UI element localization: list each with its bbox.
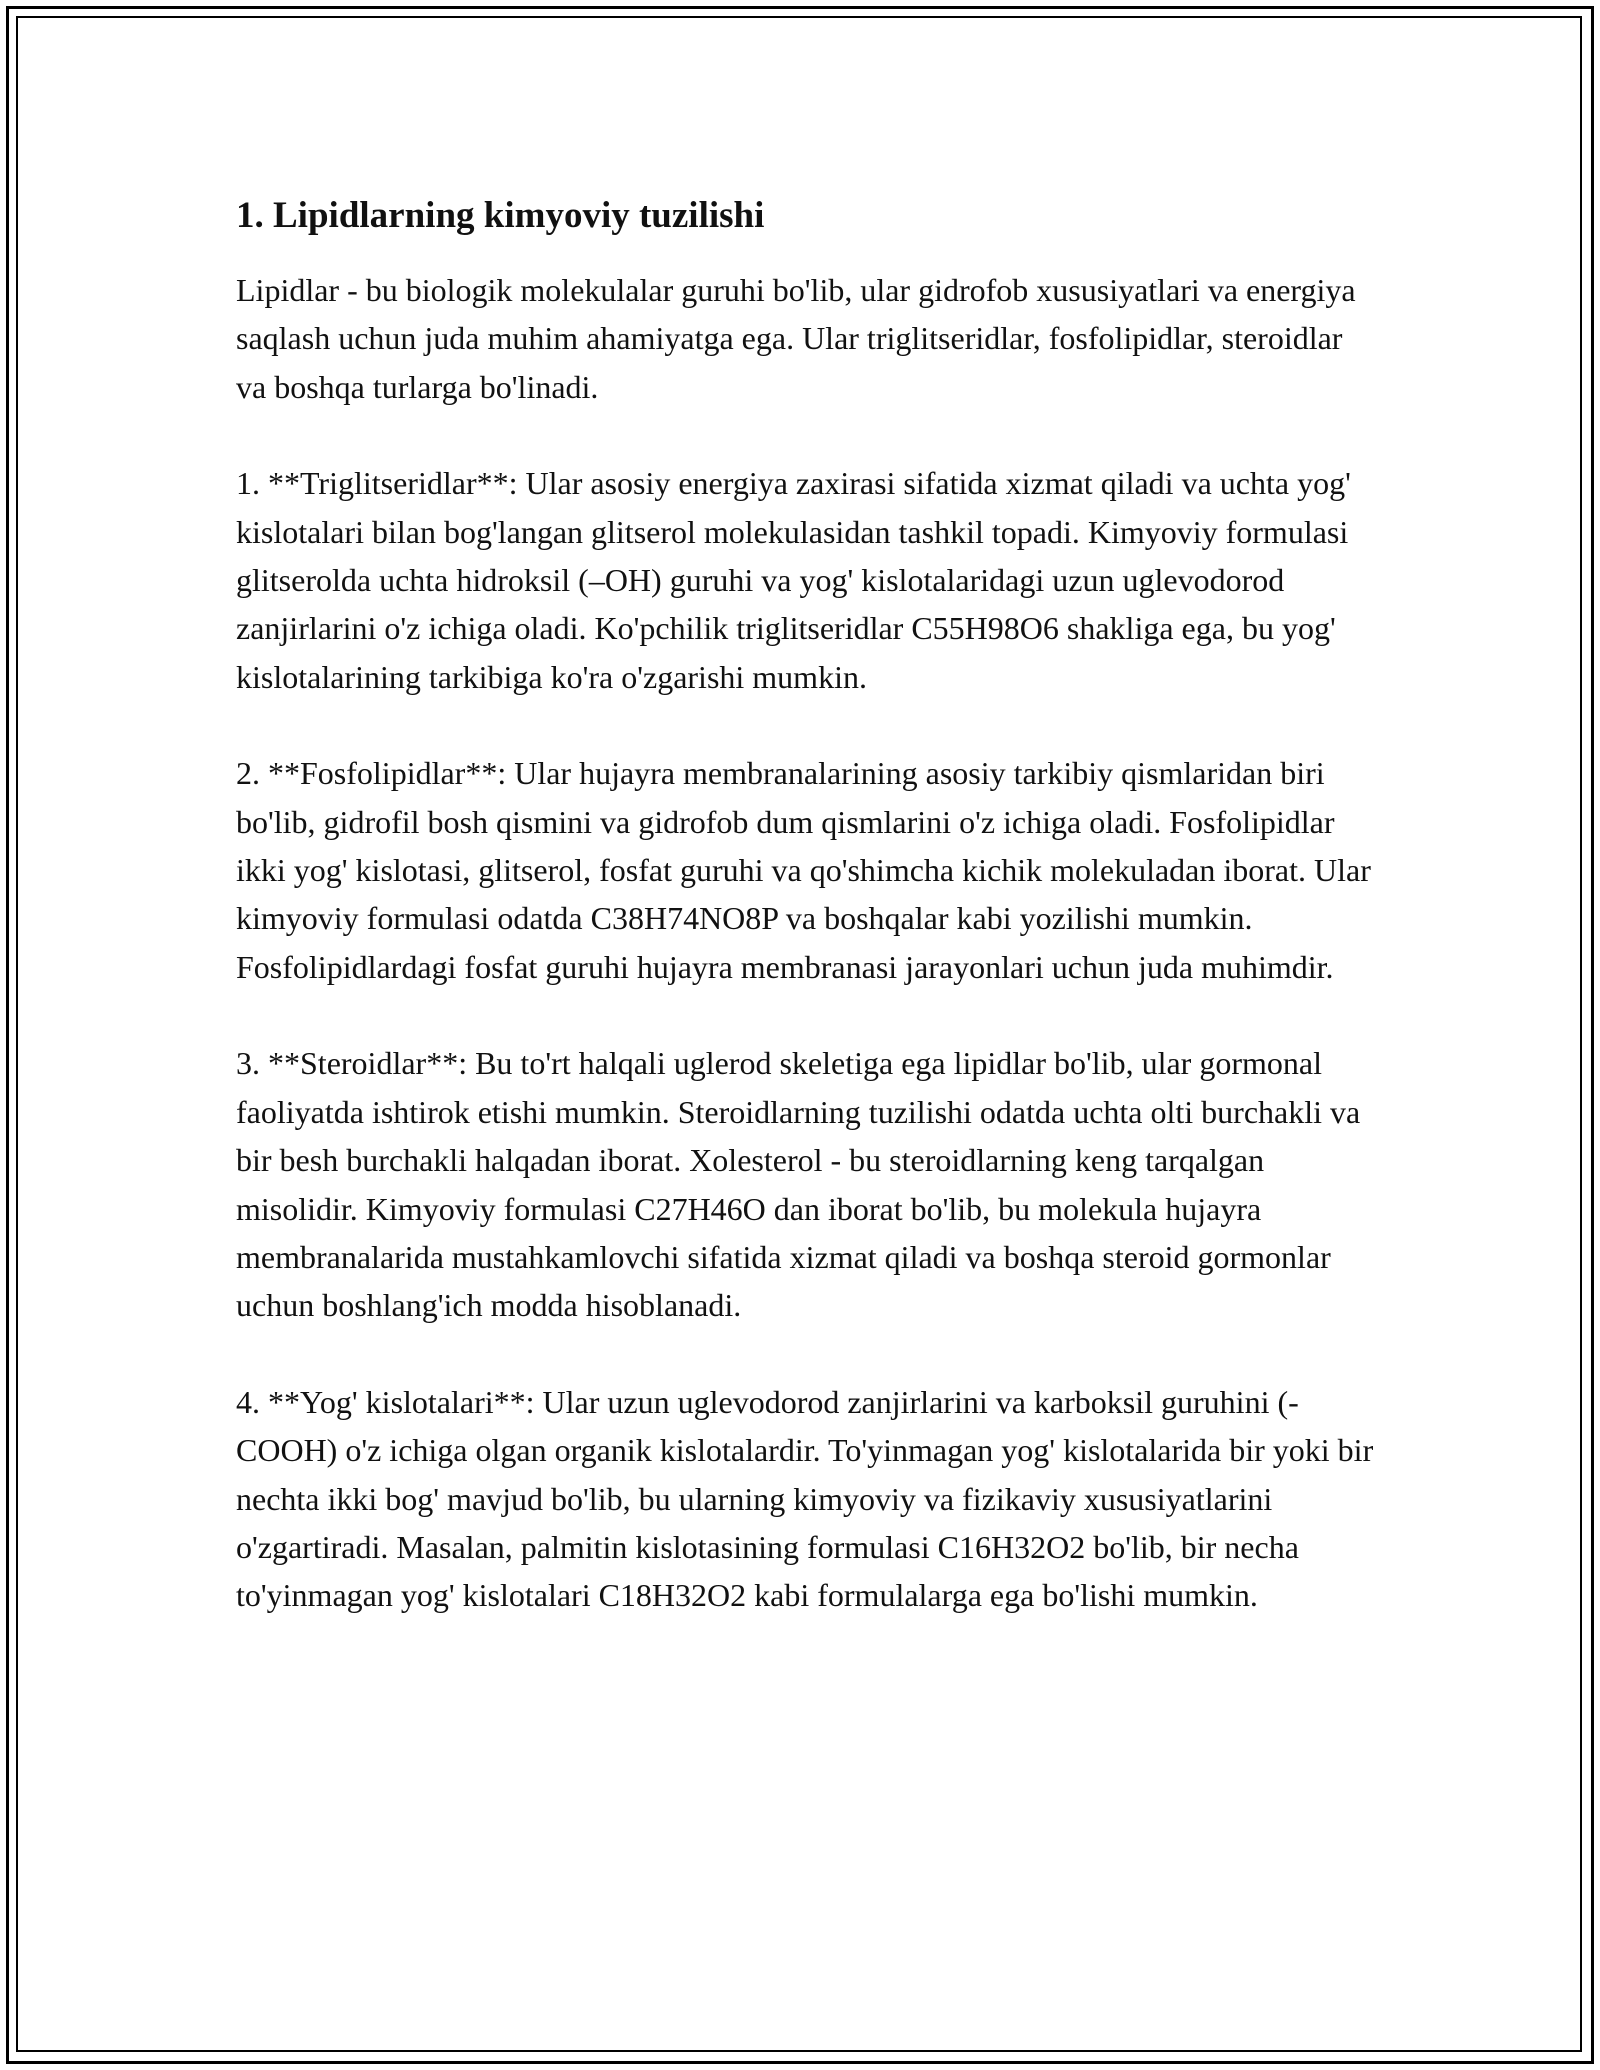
intro-paragraph: Lipidlar - bu biologik molekulalar guruhi bo'lib, ular gidrofob xususiyatlari va energiya saqlash uchun juda muhim ahamiyatga ega. Ular triglitseridlar, fosfolipidlar, steroidlar va boshqa turlarga bo'linadi. (236, 272, 1356, 405)
section-title: 1. Lipidlarning kimyoviy tuzilishi (236, 195, 765, 236)
triglycerides-paragraph: 1. **Triglitseridlar**: Ular asosiy energiya zaxirasi sifatida xizmat qiladi va uchta yog' kislotalari bilan bog'langan glitserol molekulasidan tashkil topadi. Kimyoviy formulasi glitserolda uchta hidroksil (–OH) guruhi va yog' kislotalaridagi uzun uglevodorod zanjirlarini o'z ichiga oladi. Ko'pchilik triglitseridlar C55H98O6 shakliga ega, bu yog' kislotalarining tarkibiga ko'ra o'zgarishi mumkin. (236, 465, 1351, 695)
document-body (236, 188, 1376, 1668)
phospholipids-paragraph: 2. **Fosfolipidlar**: Ular hujayra membranalarining asosiy tarkibiy qismlaridan biri bo'lib, gidrofil bosh qismini va gidrofob dum qismlarini o'z ichiga oladi. Fosfolipidlar ikki yog' kislotasi, glitserol, fosfat guruhi va qo'shimcha kichik molekuladan iborat. Ular kimyoviy formulasi odatda C38H74NO8P va boshqalar kabi yozilishi mumkin. Fosfolipidlardagi fosfat guruhi hujayra membranasi jarayonlari uchun juda muhimdir. (236, 755, 1371, 985)
fatty-acids-paragraph: 4. **Yog' kislotalari**: Ular uzun uglevodorod zanjirlarini va karboksil guruhini (-COOH) o'z ichiga olgan organik kislotalardir. To'yinmagan yog' kislotalarida bir yoki bir nechta ikki bog' mavjud bo'lib, bu ularning kimyoviy va fizikaviy xususiyatlarini o'zgartiradi. Masalan, palmitin kislotasining formulasi C16H32O2 bo'lib, bir necha to'yinmagan yog' kislotalari C18H32O2 kabi formulalarga ega bo'lishi mumkin. (236, 1383, 1374, 1614)
steroids-paragraph: 3. **Steroidlar**: Bu to'rt halqali uglerod skeletiga ega lipidlar bo'lib, ular gormonal faoliyatda ishtirok etishi mumkin. Steroidlarning tuzilishi odatda uchta olti burchakli va bir besh burchakli halqadan iborat. Xolesterol - bu steroidlarning keng tarqalgan misolidir. Kimyoviy formulasi C27H46O dan iborat bo'lib, bu molekula hujayra membranalarida mustahkamlovchi sifatida xizmat qiladi va boshqa steroid gormonlar uchun boshlang'ich modda hisoblanadi. (236, 1045, 1361, 1324)
